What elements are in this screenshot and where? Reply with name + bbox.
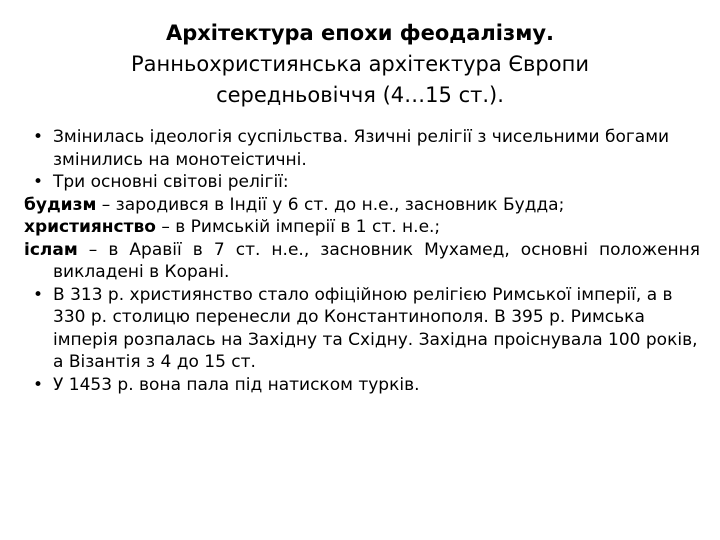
bullet-item-ideology <box>24 126 700 171</box>
religion-christianity <box>24 216 700 239</box>
title-line-2: Ранньохристиянська архітектура Європи <box>131 52 589 76</box>
religion-buddhism <box>24 194 700 217</box>
bullet-text: В 313 р. християнство стало офіційною релігією Римської імперії, а в 330 р. столицю перенесли до Константинополя. В 395 р. Римська імперія розпалась на Західну та Східну. Західна проіснувала 100 років, а Візантія з 4 до 15 ст. <box>53 284 698 372</box>
bullet-item-fall <box>24 374 700 397</box>
title-line-3: середньовіччя (4…15 ст.). <box>216 83 504 107</box>
religion-term: іслам <box>24 239 78 260</box>
bullet-item-roman-empire <box>24 284 700 374</box>
bullet-icon: • <box>33 374 44 395</box>
bullet-item-religions <box>24 171 700 194</box>
bullet-icon: • <box>33 172 44 192</box>
bullet-icon: • <box>33 284 44 305</box>
religion-text: – в Римській імперії в 1 ст. н.е.; <box>155 217 441 237</box>
religion-islam <box>24 239 700 284</box>
bullet-text: Три основні світові релігії: <box>53 172 289 192</box>
bullet-icon: • <box>33 127 44 147</box>
bullet-text: Змінилась ідеологія суспільства. Язичні релігії з чисельними богами змінились на монотеістичні. <box>53 127 670 170</box>
religion-text: – в Аравії в 7 ст. н.е., засновник Мухамед, основні положення викладені в Корані. <box>53 239 700 282</box>
slide-title <box>40 18 680 111</box>
religion-text: – зародився в Індії у 6 ст. до н.е., засновник Будда; <box>96 194 565 215</box>
bullet-text: У 1453 р. вона пала під натиском турків. <box>53 374 420 395</box>
religion-term: будизм <box>24 194 97 215</box>
title-line-1: Архітектура епохи феодалізму. <box>165 21 555 45</box>
religion-term: християнство <box>24 217 156 237</box>
slide-body <box>24 126 700 396</box>
